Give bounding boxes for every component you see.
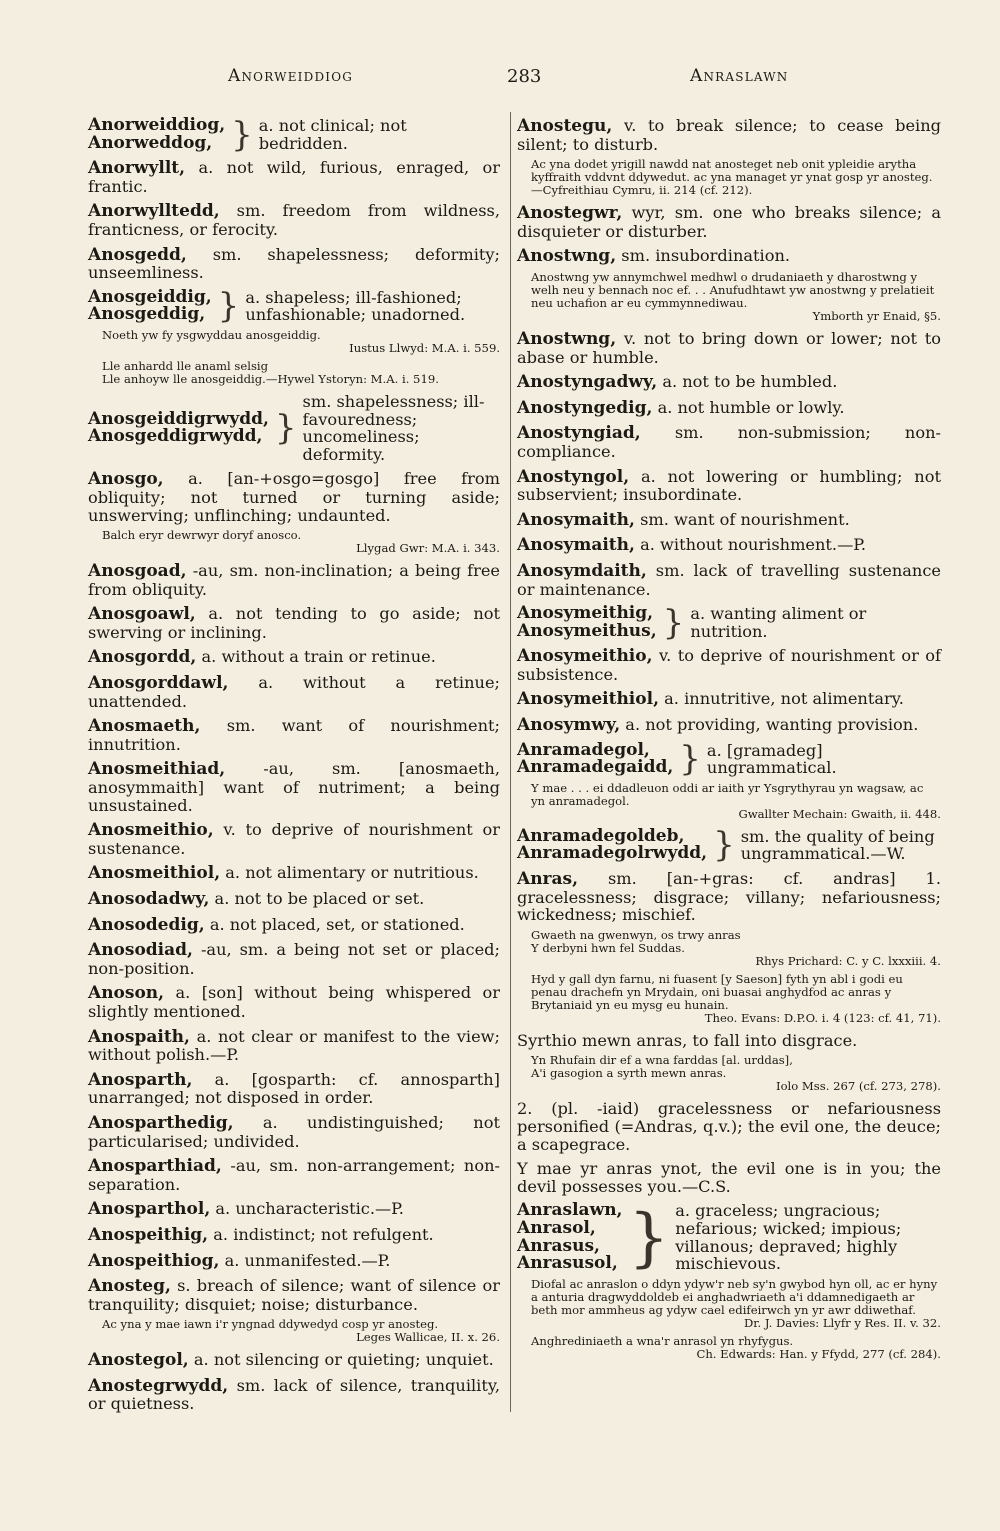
definition: v. not to bring down or lower; not to abase or humble. [517, 328, 941, 367]
brace-icon: } [231, 114, 253, 155]
headword: Anostyngol, [517, 466, 630, 487]
dictionary-entry [88, 159, 500, 195]
definition: a. unmanifested.—P. [224, 1250, 391, 1270]
definition: a. not to be humbled. [662, 372, 838, 392]
definition: sm. lack of silence, tranquility, or quietness. [88, 1375, 500, 1414]
headword-list [517, 1202, 622, 1272]
headword: Anosgeiddigrwydd, [88, 408, 269, 429]
dictionary-entry [517, 562, 941, 598]
brace-icon: } [274, 408, 297, 449]
dictionary-entry [88, 1226, 500, 1245]
headword: Anosgeddigrwydd, [88, 426, 263, 447]
definition: a. not clear or manifest to the view; without polish.—P. [88, 1026, 500, 1065]
citation-line: A'i gasogion a syrth mewn anras. [531, 1066, 727, 1081]
definition: -au, sm. [anosmaeth, anosymmaith] want of nutriment; a being unsustained. [88, 759, 500, 815]
citation [531, 271, 941, 323]
citation-line: Y derbyni hwn fel Suddas. [531, 940, 685, 955]
headword: Anosparthiad, [88, 1156, 222, 1177]
citation [531, 782, 941, 821]
citation-source: Theo. Evans: D.P.O. i. 4 (123: cf. 41, 71). [704, 1010, 941, 1025]
dictionary-entry [517, 399, 941, 418]
headword: Anosteg, [88, 1276, 171, 1297]
headword: Anorweddog, [88, 132, 213, 153]
headword: Anosgeddig, [88, 304, 206, 325]
definition: wyr, sm. one who breaks silence; a disquieter or disturber. [517, 203, 941, 241]
headword: Anosodadwy, [88, 889, 210, 909]
headword: Anosymaith, [517, 509, 635, 530]
citation-source: Gwallter Mechain: Gwaith, ii. 448. [738, 806, 941, 821]
headword-group [517, 602, 941, 643]
citation-source: Leges Wallicae, II. x. 26. [356, 1330, 500, 1345]
definition: a. without nourishment.—P. [640, 535, 867, 555]
dictionary-entry [517, 468, 941, 504]
page-number: 283 [507, 66, 542, 87]
headword: Anras, [517, 869, 579, 890]
definition: sm. insubordination. [621, 246, 791, 266]
headword: Anosmeithiol, [88, 863, 221, 884]
dictionary-entry [88, 1114, 500, 1150]
brace-icon: } [217, 286, 240, 327]
headword: Anosymeithiol, [517, 689, 659, 710]
header-right-guide-word: Anraslawn [690, 66, 789, 86]
brace-icon: } [679, 739, 701, 780]
definition: Y mae yr anras ynot, the evil one is in you; the devil possesses you.—C.S. [517, 1159, 941, 1196]
dictionary-entry [88, 941, 500, 977]
citation [102, 1318, 500, 1344]
headword: Anraslawn, [517, 1200, 623, 1221]
headword-list [88, 117, 225, 152]
dictionary-entry [517, 247, 941, 266]
dictionary-entry [517, 536, 941, 555]
definition: sm. [an-+gras: cf. andras] 1. gracelessness; disgrace; villany; nefariousness; wickedness; mischief. [517, 869, 941, 925]
headword: Anosymeithio, [517, 646, 653, 667]
headword: Anorwylltedd, [88, 201, 220, 222]
citation [531, 1054, 941, 1093]
header-left-guide-word: Anorweiddiog [228, 66, 354, 86]
headword: Anosgorddawl, [88, 673, 229, 694]
citation-line: Ac yna y mae iawn i'r yngnad ddywedyd cosp yr anosteg. [102, 1317, 439, 1332]
headword-group [517, 1200, 941, 1275]
headword: Anosparthol, [88, 1199, 211, 1220]
dictionary-entry [517, 870, 941, 924]
headword-list [517, 739, 674, 778]
citation-line: Lle anhardd lle anaml selsig [102, 358, 269, 373]
citation [531, 929, 941, 968]
headword-list [88, 408, 269, 447]
headword: Anosymeithus, [517, 620, 657, 641]
headword: Anrasusol, [517, 1253, 618, 1274]
dictionary-entry [88, 1277, 500, 1313]
citation [102, 360, 500, 386]
definition: a. [gramadeg] ungrammatical. [706, 740, 837, 778]
definition: a. innutritive, not alimentary. [664, 689, 904, 709]
brace-icon: } [662, 602, 685, 643]
headword: Anostwng, [517, 328, 617, 349]
definition: a. undistinguished; not particularised; undivided. [88, 1112, 500, 1151]
definition: a. not tending to go aside; not swerving or inclining. [88, 604, 501, 642]
dictionary-entry [88, 890, 500, 909]
column-divider [510, 112, 511, 1412]
citation-source: Dr. J. Davies: Llyfr y Res. II. v. 32. [743, 1315, 941, 1330]
headword: Anosymeithig, [517, 603, 654, 624]
dictionary-entry [517, 204, 941, 240]
citation [531, 973, 941, 1025]
right-column [517, 117, 941, 1368]
headword: Anrasus, [517, 1235, 600, 1256]
headword-group [517, 739, 941, 780]
headword: Anosodedig, [88, 914, 205, 935]
citation [102, 329, 500, 355]
citation-line: Hyd y gall dyn farnu, ni fuasent [y Saeson] fyth yn abl i godi eu penau drachefn yn Mrydain, oni buasai anghydfod ac anras y Brytaniaid yn eu mysg eu hunain. [531, 971, 903, 1012]
definition: sm. want of nourishment; innutrition. [88, 716, 500, 754]
headword: Anosgoad, [88, 561, 187, 582]
definition: Syrthio mewn anras, to fall into disgrace. [517, 1030, 858, 1050]
headword-list [517, 825, 708, 864]
left-column [88, 114, 501, 1420]
dictionary-entry [88, 1028, 500, 1064]
dictionary-entry [88, 562, 500, 598]
dictionary-entry [517, 690, 941, 709]
dictionary-entry [517, 647, 941, 683]
citation [531, 1278, 941, 1330]
dictionary-entry [88, 246, 500, 282]
dictionary-entry [88, 1377, 500, 1413]
definition: v. to break silence; to cease being silent; to disturb. [517, 116, 941, 154]
definition: a. indistinct; not refulgent. [213, 1224, 434, 1244]
headword: Anospaith, [88, 1026, 190, 1047]
headword: Anosodiad, [88, 940, 193, 961]
definition: v. to deprive of nourishment or sustenance. [88, 820, 500, 858]
definition: a. [an-+osgo=gosgo] free from obliquity; not turned or turning aside; unswerving; unflinching; undaunted. [88, 469, 500, 525]
citation-line: Lle anhoyw lle anosgeiddig.—Hywel Ystoryn: M.A. i. 519. [102, 371, 439, 386]
dictionary-entry [88, 760, 500, 814]
dictionary-entry [88, 1351, 500, 1370]
definition: a. [gosparth: cf. annosparth] unarranged; not disposed in order. [88, 1069, 500, 1108]
headword: Anrasol, [517, 1217, 596, 1238]
dictionary-entry [88, 1200, 500, 1219]
citation-line: Anghrediniaeth a wna'r anrasol yn rhyfygus. [531, 1333, 794, 1348]
definition: a. shapeless; ill-fashioned; unfashionable; unadorned. [245, 287, 466, 325]
headword: Anosgeiddig, [88, 286, 212, 307]
definition: a. not clinical; not bedridden. [258, 116, 407, 153]
dictionary-entry [88, 202, 500, 238]
headword: Anosymdaith, [517, 560, 647, 581]
dictionary-entry [88, 1157, 500, 1193]
citation-line: Diofal ac anraslon o ddyn ydyw'r neb sy'n gwybod hyn oll, ac er hyny a anturia dragwyddoldeb ei anghadwriaeth a'i ddamnedigaeth ar beth mor ammheus ag ydyw cael edifeirwch yn yr awr ddiwethaf. [531, 1276, 938, 1317]
dictionary-entry [517, 117, 941, 153]
dictionary-entry [517, 330, 941, 366]
definition: sm. freedom from wildness, franticness, or ferocity. [88, 201, 500, 239]
headword: Anoson, [88, 983, 165, 1004]
citation [102, 529, 500, 555]
headword: Anramadegol, [517, 739, 650, 760]
headword: Anostyngadwy, [517, 372, 658, 393]
dictionary-entry [88, 864, 500, 883]
definition: a. uncharacteristic.—P. [215, 1199, 404, 1219]
dictionary-entry [88, 916, 500, 935]
citation-source: Iustus Llwyd: M.A. i. 559. [349, 340, 500, 355]
definition: a. without a retinue; unattended. [88, 673, 500, 711]
definition: a. not placed, set, or stationed. [209, 914, 465, 934]
citation-source: Rhys Prichard: C. y C. lxxxiii. 4. [755, 953, 941, 968]
definition: a. not providing, wanting provision. [625, 715, 919, 735]
dictionary-entry [88, 717, 500, 753]
definition: sm. shapelessness; ill-favouredness; uncomeliness; deformity. [302, 391, 485, 464]
headword: Anosgordd, [88, 647, 197, 668]
definition: sm. the quality of being ungrammatical.—W. [740, 826, 935, 864]
headword: Anostegu, [517, 116, 613, 136]
citation-line: Anostwng yw annymchwel medhwl o drudaniaeth y dharostwng y welh neu y bennach noc ef. . . Anufudhtawt yw anostwng y prelatieit neu uchafion ar eu cymmynnediwau. [531, 269, 935, 310]
definition: a. not wild, furious, enraged, or frantic. [88, 158, 500, 196]
dictionary-entry [517, 1100, 941, 1153]
dictionary-entry [517, 511, 941, 530]
citation-line: Balch eryr dewrwyr doryf anosco. [102, 528, 302, 543]
headword: Anosparth, [88, 1069, 193, 1090]
headword: Anorweiddiog, [88, 115, 226, 135]
citation [531, 1335, 941, 1361]
running-header [0, 66, 1000, 96]
citation [531, 158, 941, 197]
dictionary-entry [517, 1160, 941, 1195]
dictionary-entry [517, 716, 941, 735]
headword: Anorwyllt, [88, 158, 186, 179]
definition: -au, sm. non-inclination; a being free from obliquity. [88, 561, 500, 599]
citation-source: Ymborth yr Enaid, §5. [812, 308, 941, 323]
dictionary-entry [517, 373, 941, 392]
definition: -au, sm. a being not set or placed; non-position. [88, 940, 500, 978]
definition: -au, sm. non-arrangement; non-separation. [88, 1156, 500, 1194]
headword: Anostyngiad, [517, 423, 641, 444]
definition: s. breach of silence; want of silence or tranquility; disquiet; noise; disturbance. [88, 1276, 500, 1314]
definition: a. not to be placed or set. [214, 889, 425, 908]
headword: Anostegrwydd, [88, 1375, 229, 1396]
headword: Anostwng, [517, 246, 617, 267]
headword: Anosmeithiad, [88, 759, 226, 780]
headword: Anosgoawl, [88, 604, 196, 625]
dictionary-entry [88, 984, 500, 1020]
headword: Anramadegoldeb, [517, 825, 685, 846]
dictionary-entry [88, 470, 500, 524]
definition: a. wanting aliment or nutrition. [690, 604, 867, 641]
headword: Anosymaith, [517, 535, 635, 556]
citation-line: Noeth yw fy ysgwyddau anosgeiddig. [102, 327, 321, 342]
citation-line: Ac yna dodet yrigill nawdd nat anosteget neb onit ypleidie arytha kyffraith vddvnt ddywedut. ac yna managet yr ynat gosp yr anosteg.—Cyfreithiau Cymru, ii. 214 (cf. 212). [531, 157, 933, 198]
headword-group [88, 114, 500, 155]
definition: a. not humble or lowly. [657, 397, 845, 417]
dictionary-entry [88, 648, 500, 667]
dictionary-entry [88, 605, 500, 641]
brace-icon: } [628, 1200, 670, 1275]
headword: Anostyngedig, [517, 397, 653, 418]
headword-group [88, 286, 500, 327]
definition: a. [son] without being whispered or slightly mentioned. [88, 983, 500, 1021]
definition: sm. non-submission; non-compliance. [517, 423, 941, 461]
headword: Anosymwy, [517, 715, 621, 736]
headword: Anosmaeth, [88, 716, 201, 737]
definition: sm. shapelessness; deformity; unseemliness. [88, 244, 500, 283]
headword: Anramadegaidd, [517, 757, 674, 778]
citation-line: Y mae . . . ei ddadleuon oddi ar iaith yr Ysgrythyrau yn wagsaw, ac yn anramadegol. [531, 780, 924, 808]
headword-group [88, 393, 500, 463]
citation-line: Yn Rhufain dir ef a wna farddas [al. urddas], [531, 1053, 793, 1068]
definition: v. to deprive of nourishment or of subsistence. [517, 646, 941, 684]
citation-line: Gwaeth na gwenwyn, os trwy anras [531, 927, 741, 942]
headword: Anostegwr, [517, 203, 623, 224]
headword: Anramadegolrwydd, [517, 843, 708, 864]
definition: a. not silencing or quieting; unquiet. [193, 1350, 494, 1370]
citation-source: Iolo Mss. 267 (cf. 273, 278). [776, 1079, 941, 1094]
headword: Anospeithiog, [88, 1250, 220, 1271]
dictionary-entry [88, 674, 500, 710]
headword: Anostegol, [88, 1350, 189, 1371]
definition: a. not lowering or humbling; not subservient; insubordinate. [517, 466, 941, 505]
headword-list [88, 286, 212, 325]
headword: Anosgo, [88, 469, 164, 490]
headword: Anosmeithio, [88, 820, 214, 841]
definition: sm. want of nourishment. [640, 509, 850, 529]
headword: Anosparthedig, [88, 1112, 234, 1133]
dictionary-entry [88, 1252, 500, 1271]
headword-list [517, 605, 657, 640]
definition: sm. lack of travelling sustenance or maintenance. [517, 560, 941, 599]
dictionary-entry [517, 1032, 941, 1050]
definition: a. graceless; ungracious; nefarious; wicked; impious; villanous; depraved; highly mischievous. [675, 1201, 902, 1274]
citation-source: Llygad Gwr: M.A. i. 343. [356, 541, 500, 556]
headword-group [517, 825, 941, 866]
definition: a. without a train or retinue. [201, 647, 436, 667]
dictionary-entry [517, 424, 941, 460]
dictionary-entry [88, 1071, 500, 1107]
headword: Anosgedd, [88, 244, 187, 265]
headword: Anospeithig, [88, 1224, 209, 1245]
definition: 2. (pl. -iaid) gracelessness or nefariousness personified (=Andras, q.v.); the evil one, the deuce; a scapegrace. [517, 1099, 941, 1154]
brace-icon: } [713, 825, 735, 866]
dictionary-entry [88, 821, 500, 857]
citation-source: Ch. Edwards: Han. y Ffydd, 277 (cf. 284). [696, 1346, 941, 1361]
definition: a. not alimentary or nutritious. [225, 863, 479, 883]
